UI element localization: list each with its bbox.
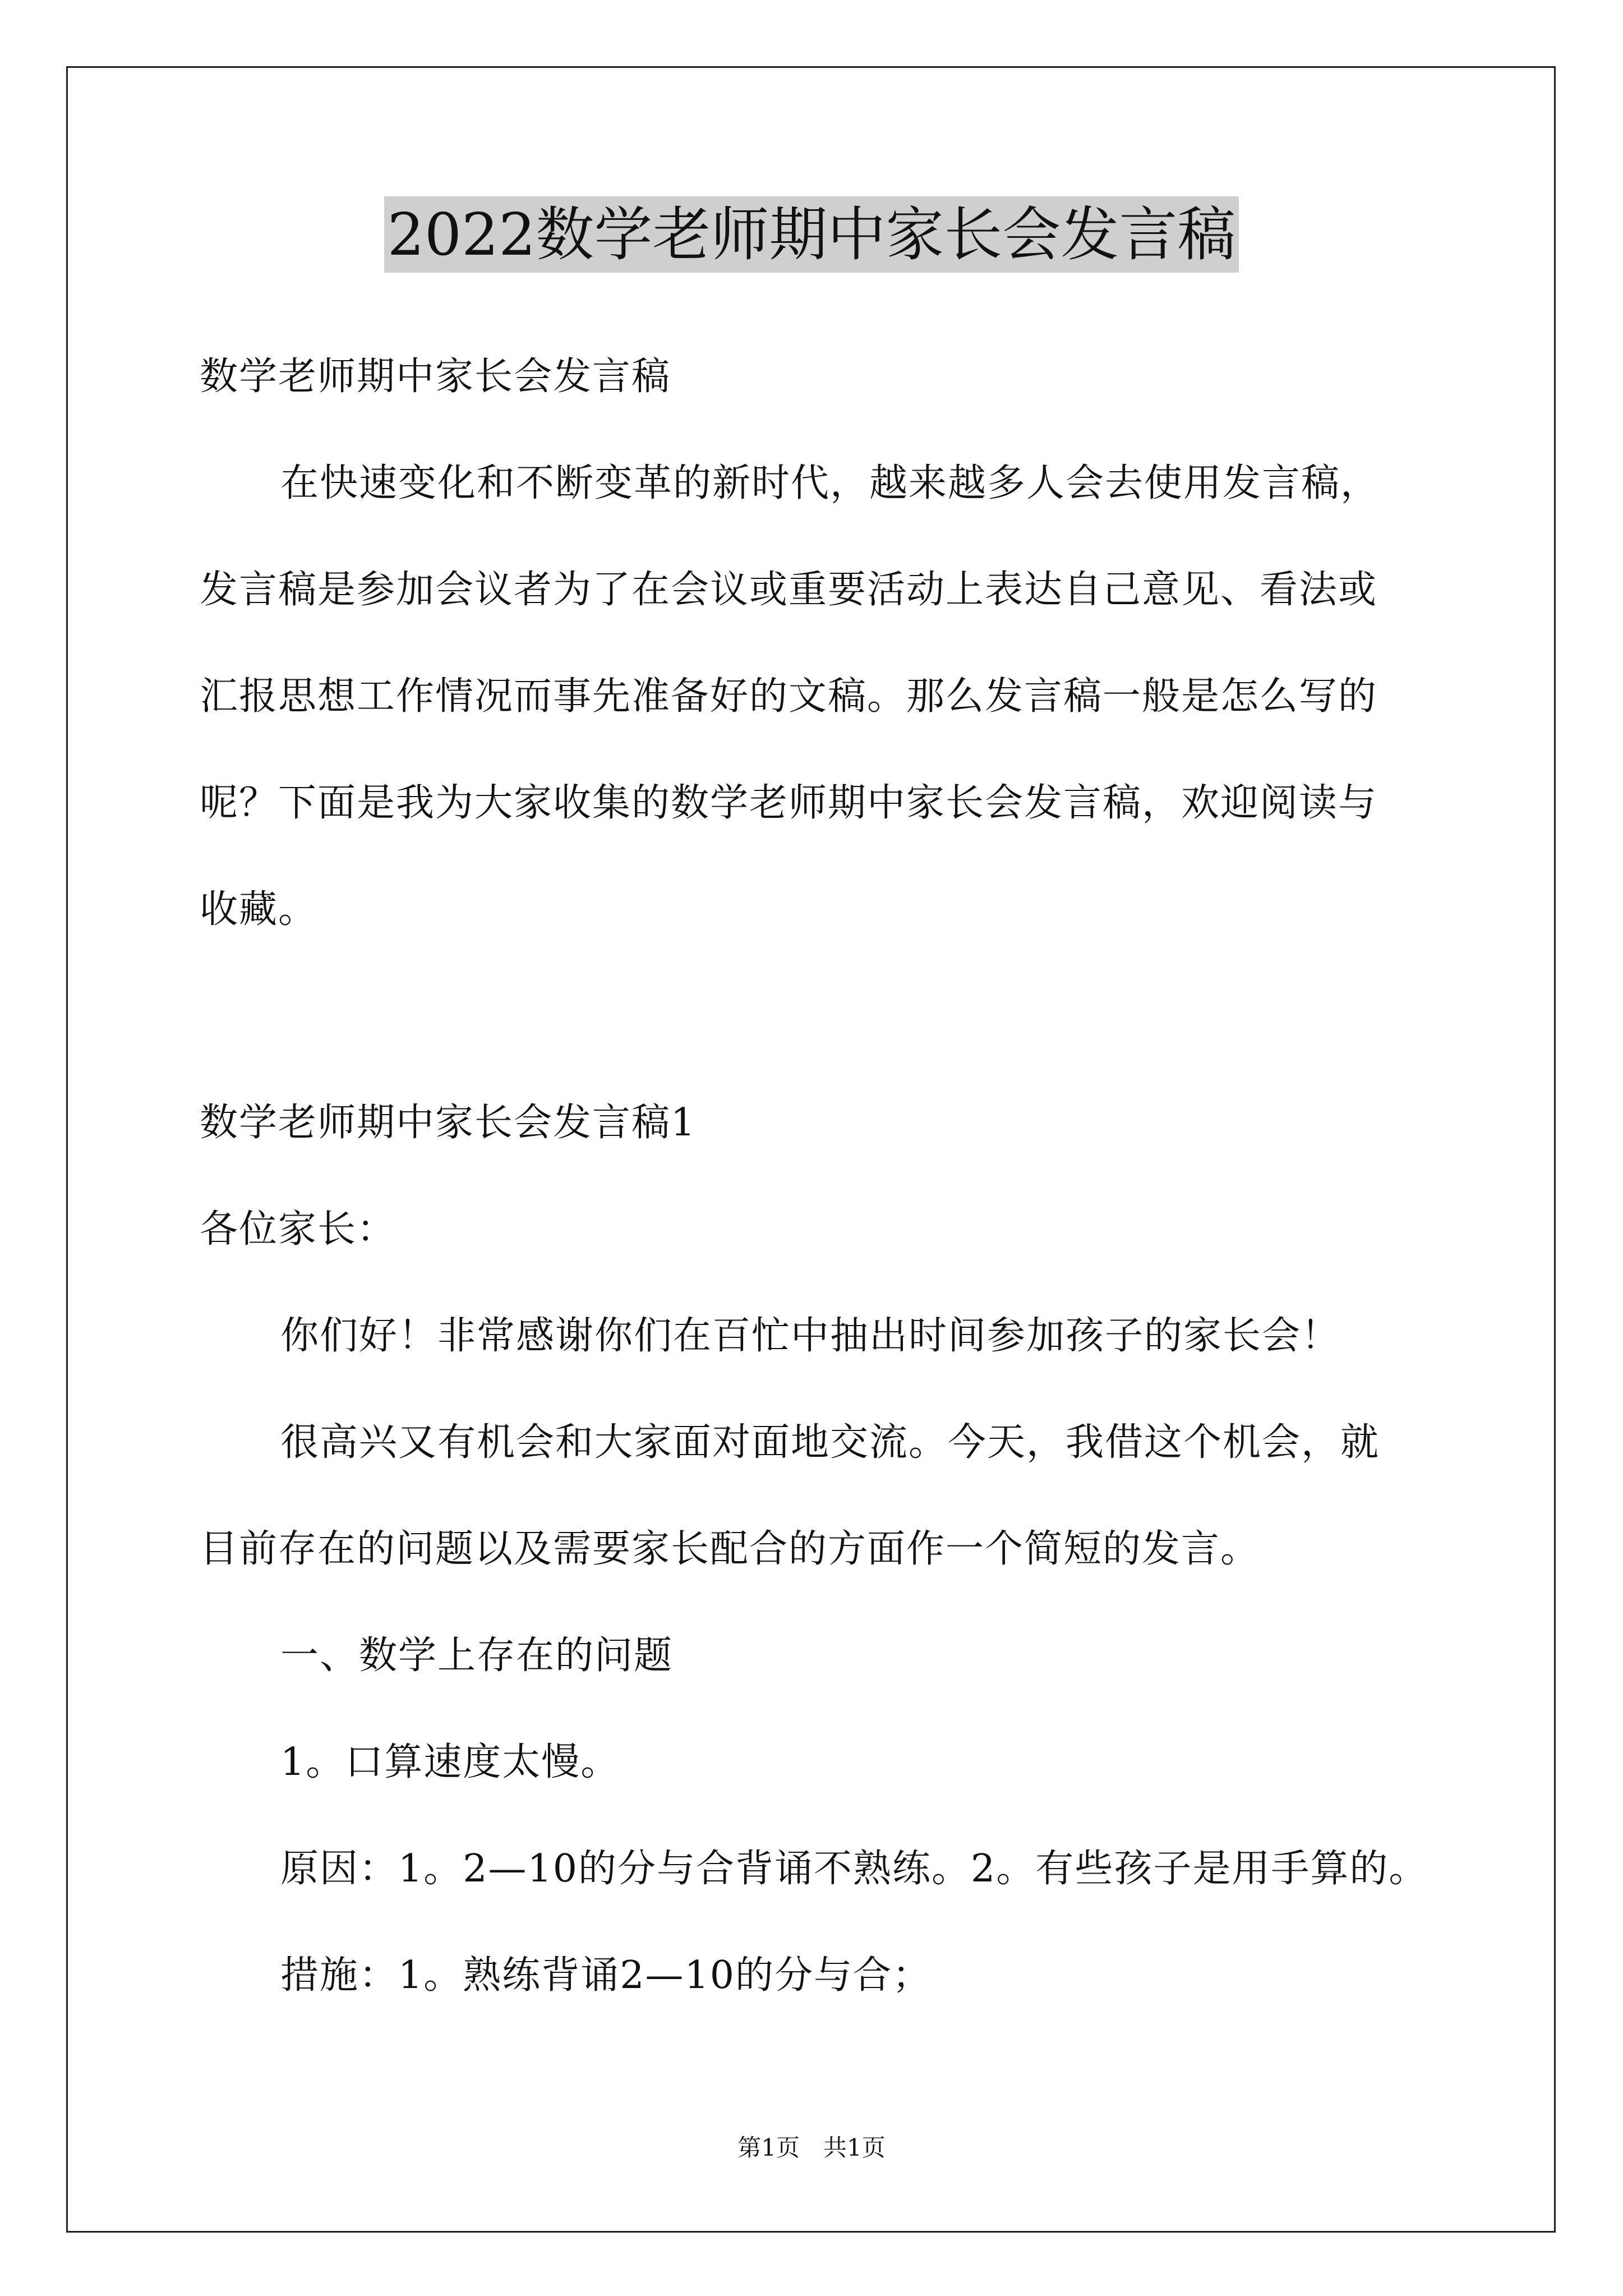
paragraph-line: 很高兴又有机会和大家面对面地交流。今天，我借这个机会，就 — [280, 1420, 1380, 1465]
paragraph-line: 收藏。 — [200, 887, 318, 932]
paragraph-line: 你们好！非常感谢你们在百忙中抽出时间参加孩子的家长会！ — [280, 1314, 1341, 1358]
paragraph-line: 目前存在的问题以及需要家长配合的方面作一个简短的发言。 — [200, 1527, 1260, 1571]
document-title: 2022数学老师期中家长会发言稿 — [384, 196, 1239, 273]
paragraph-line: 在快速变化和不断变革的新时代，越来越多人会去使用发言稿， — [280, 461, 1380, 505]
salutation-line: 各位家长： — [200, 1207, 396, 1251]
paragraph-line: 汇报思想工作情况而事先准备好的文稿。那么发言稿一般是怎么写的 — [200, 674, 1378, 719]
section-heading: 数学老师期中家长会发言稿1 — [200, 1101, 697, 1145]
paragraph-line: 1。口算速度太慢。 — [280, 1740, 620, 1784]
subtitle-line: 数学老师期中家长会发言稿 — [200, 355, 671, 399]
paragraph-line: 措施：1。熟练背诵2—10的分与合； — [280, 1953, 932, 1998]
document-title-wrapper — [0, 196, 1623, 273]
paragraph-line: 原因：1。2—10的分与合背诵不熟练。2。有些孩子是用手算的。 — [280, 1847, 1428, 1891]
paragraph-line: 呢？下面是我为大家收集的数学老师期中家长会发言稿，欢迎阅读与 — [200, 781, 1378, 825]
paragraph-line: 发言稿是参加会议者为了在会议或重要活动上表达自己意见、看法或 — [200, 568, 1378, 612]
subheading-line: 一、数学上存在的问题 — [280, 1634, 674, 1678]
page-footer: 第1页 共1页 — [737, 2134, 886, 2161]
